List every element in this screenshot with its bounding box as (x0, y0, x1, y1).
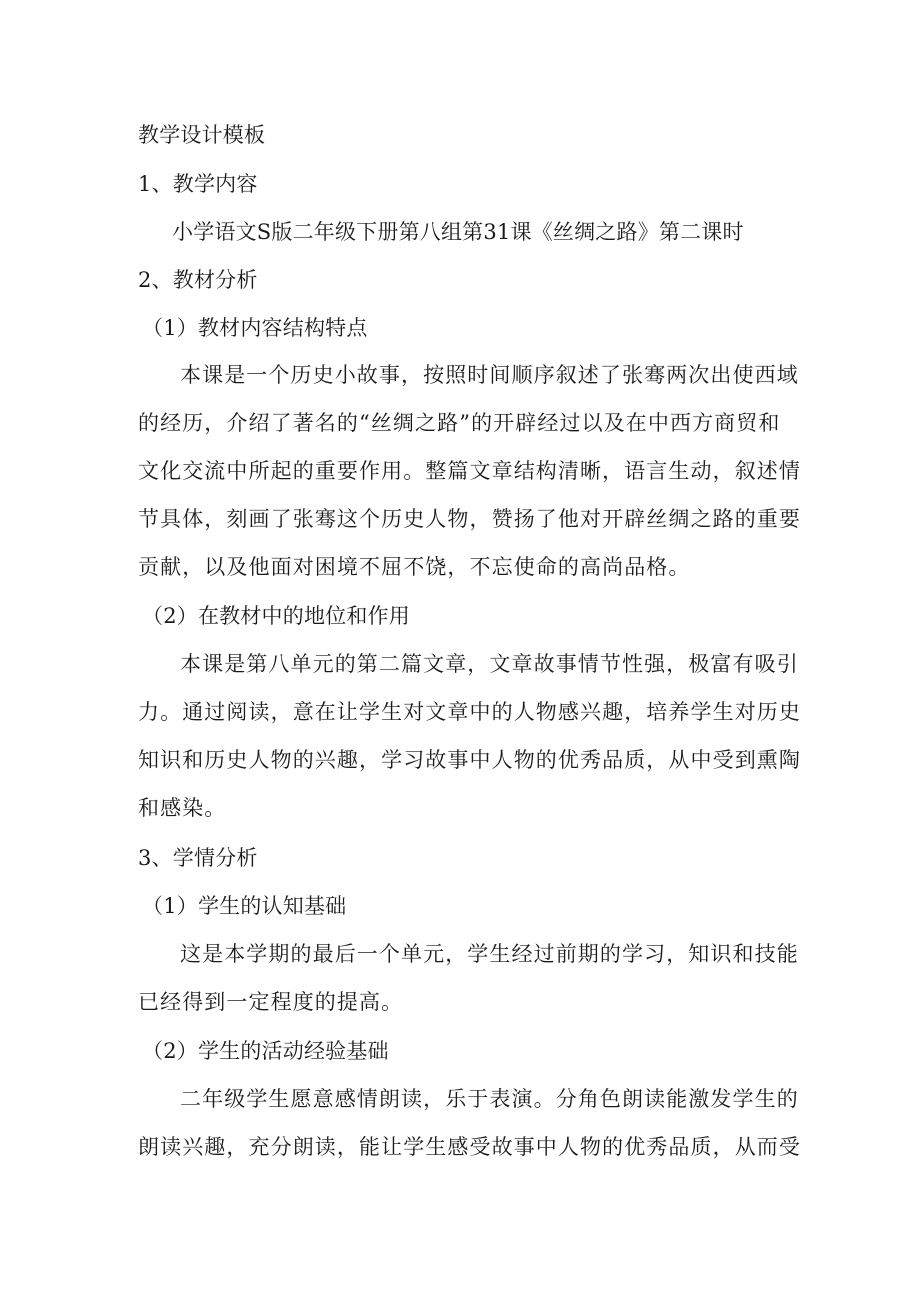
subheading-activity-experience: （2）学生的活动经验基础 (142, 1039, 389, 1063)
document-title: 教学设计模板 (138, 123, 266, 147)
paragraph-line: 力。通过阅读，意在让学生对文章中的人物感兴趣，培养学生对历史 (138, 700, 801, 724)
paragraph-line: 已经得到一定程度的提高。 (138, 990, 404, 1014)
paragraph-line: 本课是一个历史小故事，按照时间顺序叙述了张骞两次出使西域 (180, 363, 799, 387)
paragraph-line: 的经历，介绍了著名的“丝绸之路”的开辟经过以及在中西方商贸和 (138, 411, 781, 435)
section-heading-teaching-content: 1、教学内容 (138, 172, 258, 196)
subheading-position-role: （2）在教材中的地位和作用 (142, 604, 410, 628)
paragraph-line: 贡献，以及他面对困境不屈不饶，不忘使命的高尚品格。 (138, 555, 691, 579)
paragraph-line: 和感染。 (138, 796, 227, 820)
section-heading-material-analysis: 2、教材分析 (138, 268, 258, 292)
paragraph-line: 二年级学生愿意感情朗读，乐于表演。分角色朗读能激发学生的 (180, 1087, 799, 1111)
paragraph-line: 知识和历史人物的兴趣，学习故事中人物的优秀品质，从中受到熏陶 (138, 748, 801, 772)
paragraph-line: 节具体，刻画了张骞这个历史人物，赞扬了他对开辟丝绸之路的重要 (138, 507, 801, 531)
section-heading-learner-analysis: 3、学情分析 (138, 846, 258, 870)
subheading-cognitive-basis: （1）学生的认知基础 (142, 894, 347, 918)
subheading-content-structure: （1）教材内容结构特点 (142, 316, 368, 340)
paragraph-line: 这是本学期的最后一个单元，学生经过前期的学习，知识和技能 (180, 942, 799, 966)
paragraph-line: 本课是第八单元的第二篇文章，文章故事情节性强，极富有吸引 (180, 652, 799, 676)
paragraph-line: 文化交流中所起的重要作用。整篇文章结构清晰，语言生动，叙述情 (138, 459, 801, 483)
teaching-content-text: 小学语文S版二年级下册第八组第31课《丝绸之路》第二课时 (172, 220, 744, 244)
paragraph-line: 朗读兴趣，充分朗读，能让学生感受故事中人物的优秀品质，从而受 (138, 1135, 801, 1159)
